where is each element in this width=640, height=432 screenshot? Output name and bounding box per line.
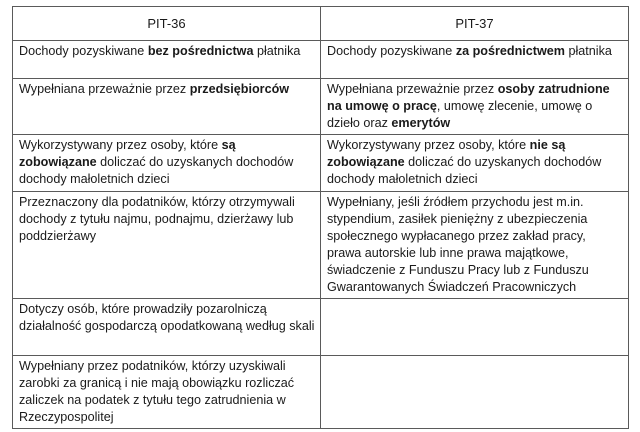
cell-text: Dochody pozyskiwane bbox=[19, 44, 148, 58]
cell-text: Wypełniany przez podatników, którzy uzyskiwali zarobki za granicą i nie mają obowiązku rozliczać zaliczek na podatek z tytułu tego zatrudnienia w Rzeczypospolitej bbox=[19, 359, 295, 424]
pit37-cell bbox=[321, 79, 629, 135]
pit36-cell bbox=[13, 41, 321, 79]
emphasis-text: bez pośrednictwa bbox=[147, 44, 254, 58]
cell-text: płatnika bbox=[253, 44, 301, 58]
table-row bbox=[13, 356, 629, 429]
cell-text: Wypełniana przeważnie przez bbox=[19, 82, 190, 96]
emphasis-text: przedsiębiorców bbox=[189, 82, 290, 96]
emphasis-text: są zobowiązane bbox=[19, 138, 236, 169]
column-header-pit36: PIT-36 bbox=[13, 7, 321, 41]
emphasis-text: nie są zobowiązane bbox=[327, 138, 566, 169]
cell-text: doliczać do uzyskanych dochodów dochody małoletnich dzieci bbox=[327, 155, 602, 186]
cell-text: płatnika bbox=[565, 44, 612, 58]
table-row bbox=[13, 79, 629, 135]
pit36-cell bbox=[13, 79, 321, 135]
pit37-cell bbox=[321, 41, 629, 79]
emphasis-text: osoby zatrudnione na umowę o pracę bbox=[327, 82, 610, 113]
cell-text: Wypełniana przeważnie przez bbox=[327, 82, 498, 96]
emphasis-text: za pośrednictwem bbox=[455, 44, 565, 58]
pit37-cell bbox=[321, 192, 629, 299]
table-row bbox=[13, 135, 629, 192]
cell-text: Przeznaczony dla podatników, którzy otrzymywali dochody z tytułu najmu, podnajmu, dzierżawy lub poddzierżawy bbox=[19, 195, 295, 243]
pit37-cell bbox=[321, 135, 629, 192]
pit36-cell bbox=[13, 135, 321, 192]
pit37-empty-cell bbox=[321, 299, 629, 356]
cell-text: Wykorzystywany przez osoby, które bbox=[19, 138, 222, 152]
cell-text: , umowę zlecenie, umowę o dzieło oraz bbox=[327, 99, 593, 130]
pit37-empty-cell bbox=[321, 356, 629, 429]
pit36-cell bbox=[13, 356, 321, 429]
cell-text: doliczać do uzyskanych dochodów dochody małoletnich dzieci bbox=[19, 155, 294, 186]
cell-text: Dochody pozyskiwane bbox=[327, 44, 456, 58]
table-row bbox=[13, 299, 629, 356]
table-row bbox=[13, 41, 629, 79]
pit36-cell bbox=[13, 299, 321, 356]
cell-text: Wypełniany, jeśli źródłem przychodu jest m.in. stypendium, zasiłek pieniężny z ubezpieczenia społecznego wypłacanego przez zakład pracy, prawa autorskie lub inne prawa majątkowe, świadczenie z Funduszu Pracy lub z Funduszu Gwarantowanych Świadczeń Pracowniczych bbox=[327, 195, 589, 294]
emphasis-text: emerytów bbox=[391, 116, 451, 130]
comparison-table bbox=[12, 6, 629, 429]
document-page bbox=[12, 6, 628, 429]
column-header-pit37: PIT-37 bbox=[321, 7, 629, 41]
header-row bbox=[13, 7, 629, 41]
cell-text: Dotyczy osób, które prowadziły pozarolniczą działalność gospodarczą opodatkowaną według skali bbox=[19, 302, 315, 333]
cell-text: Wykorzystywany przez osoby, które bbox=[327, 138, 530, 152]
pit36-cell bbox=[13, 192, 321, 299]
table-row bbox=[13, 192, 629, 299]
